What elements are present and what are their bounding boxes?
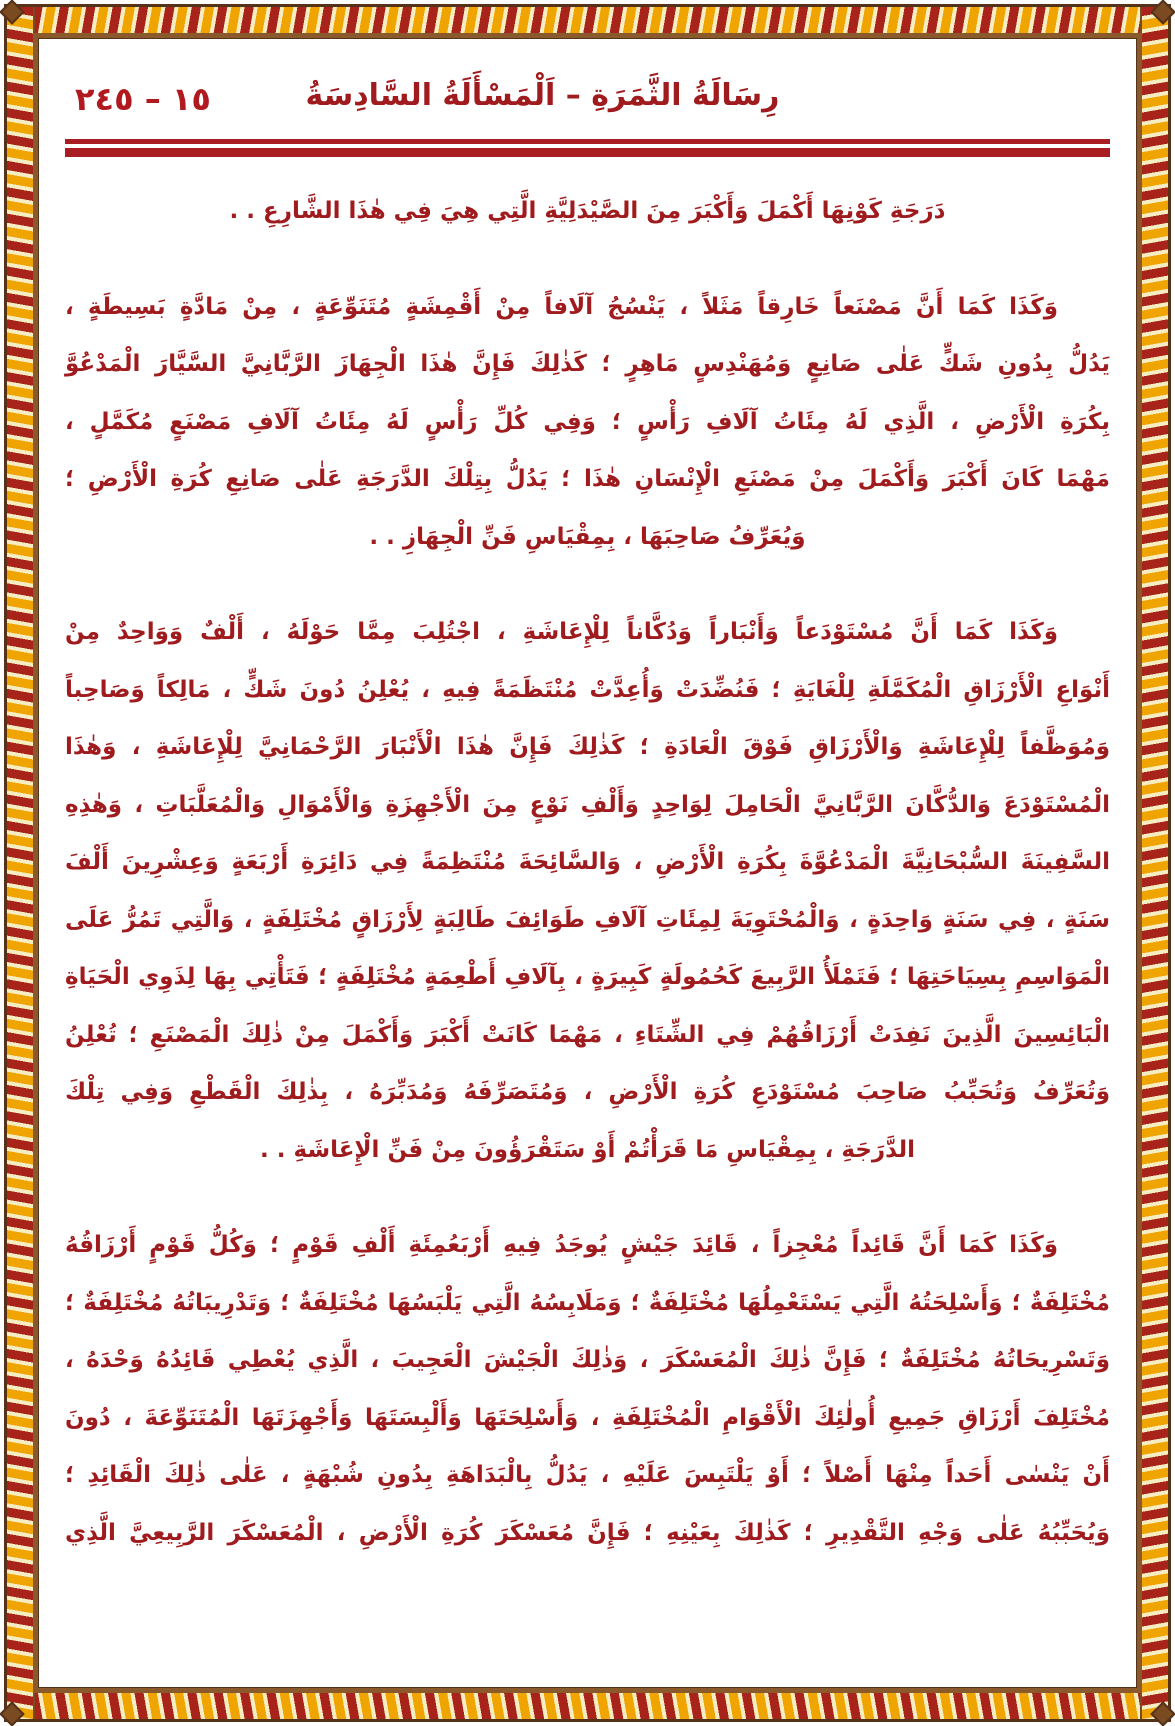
text-line: وَتَسْرِيحَاتُهُ مُخْتَلِفَةٌ ؛ فَإِنَّ ذٰلِكَ الْمُعَسْكَرَ ، وَذٰلِكَ الْجَيْشَ الْعَجِيبَ ، الَّذِي يُعْطِي قَائِدُهُ وَحْدَهُ ، [65,1347,1110,1373]
frame-bottom-band [7,1691,1168,1719]
text-line: الْمُسْتَوْدَعَ وَالدُّكَّانَ الرَّبَّانِيَّ الْحَامِلَ لِوَاحِدٍ وَأَلْفِ نَوْعٍ مِنَ الْأَجْهِزَةِ وَالْأَمْوَالِ وَالْمُعَلَّبَاتِ ، وَهٰذِهِ [65,791,1110,818]
paragraph [65,279,1110,567]
paragraph [65,604,1110,1179]
text-line: أَنْوَاعِ الْأَرْزَاقِ الْمُكَمَّلَةِ لِلْغَايَةِ ؛ فَنُضِّدَتْ وَأُعِدَّتْ مُنْتَظَمَةً فِيهِ ، يُعْلِنُ دُونَ شَكٍّ ، مَالِكاً وَصَاحِباً [65,676,1110,703]
text-line: بِكُرَةِ الْأَرْضِ ، الَّذِي لَهُ مِئَاتُ آلَافِ رَأْسٍ ؛ وَفِي كُلِّ رَأْسٍ لَهُ مِئَاتُ آلَافِ مَصْنَعٍ مُكَمَّلٍ ، [65,408,1110,435]
text-line: مُخْتَلِفَ أَرْزَاقِ جَمِيعِ أُولٰئِكَ الْأَقْوَامِ الْمُخْتَلِفَةِ ، وَأَسْلِحَتَهَا وَأَلْبِسَتَهَا وَأَجْهِزَتَهَا الْمُتَنَوِّعَةَ ، دُونَ [65,1404,1110,1431]
text-line: وَيُعَرِّفُ صَاحِبَهَا ، بِمِقْيَاسِ فَنِّ الْجِهَازِ . . [369,523,806,550]
paragraph [65,1217,1110,1562]
text-line: يَدُلُّ بِدُونِ شَكٍّ عَلٰى صَانِعٍ وَمُهَنْدِسٍ مَاهِرٍ ؛ كَذٰلِكَ فَإِنَّ هٰذَا الْجِهَازَ الرَّبَّانِيَّ السَّيَّارَ الْمَدْعُوَّ [65,351,1110,377]
text-line: الْمَوَاسِمِ بِسِيَاحَتِهَا ؛ فَتَمْلَأُ الرَّبِيعَ كَحُمُولَةٍ كَبِيرَةٍ ، بِآلَافِ أَطْعِمَةٍ مُخْتَلِفَةٍ ؛ فَتَأْتِي بِهَا لِذَوِي الْحَيَاةِ [65,964,1110,990]
header-divider-rule [65,139,1110,157]
text-line: مَهْمَا كَانَ أَكْبَرَ وَأَكْمَلَ مِنْ مَصْنَعِ الْإِنْسَانِ هٰذَا ؛ يَدُلُّ بِتِلْكَ الدَّرَجَةِ عَلٰى صَانِعِ كُرَةِ الْأَرْضِ ؛ [65,466,1110,492]
text-line: وَكَذَا كَمَا أَنَّ مَصْنَعاً خَارِقاً مَثَلاً ، يَنْسُجُ آلَافاً مِنْ أَقْمِشَةٍ مُتَنَوِّعَةٍ ، مِنْ مَادَّةٍ بَسِيطَةٍ ، [65,293,1058,320]
text-line: السَّفِينَةَ السُّبْحَانِيَّةَ الْمَدْعُوَّةَ بِكُرَةِ الْأَرْضِ ، وَالسَّائِحَةَ مُنْتَظِمَةً فِي دَائِرَةِ أَرْبَعَةٍ وَعِشْرِينَ أَلْفَ [65,849,1110,875]
text-line: دَرَجَةِ كَوْنِهَا أَكْمَلَ وَأَكْبَرَ مِنَ الصَّيْدَلِيَّةِ الَّتِي هِيَ فِي هٰذَا الشَّارِعِ . . [229,198,946,224]
text-line: أَنْ يَنْسٰى أَحَداً مِنْهَا أَصْلاً ؛ أَوْ يَلْتَبِسَ عَلَيْهِ ، يَدُلُّ بِالْبَدَاهَةِ بِدُونِ شُبْهَةٍ ، عَلٰى ذٰلِكَ الْقَائِدِ ؛ [65,1462,1110,1488]
page-number: ١٥ – ٢٤٥ [75,80,211,118]
text-line: وَكَذَا كَمَا أَنَّ قَائِداً مُعْجِزاً ، قَائِدَ جَيْشٍ يُوجَدُ فِيهِ أَرْبَعُمِئَةِ أَلْفِ قَوْمٍ ؛ وَكُلُّ قَوْمٍ أَرْزَاقُهُ [65,1232,1058,1258]
page-content [38,38,1137,1688]
text-line: وَمُوَظَّفاً لِلْإِعَاشَةِ وَالْأَرْزَاقِ فَوْقَ الْعَادَةِ ؛ كَذٰلِكَ فَإِنَّ هٰذَا الْأَنْبَارَ الرَّحْمَانِيَّ لِلْإِعَاشَةِ ، وَهٰذَا [65,734,1110,760]
frame-right-band [1140,7,1168,1719]
page-title: رِسَالَةُ الثَّمَرَةِ – اَلْمَسْأَلَةُ السَّادِسَةُ [305,78,780,113]
paragraph [65,183,1110,241]
text-line: الدَّرَجَةِ ، بِمِقْيَاسِ مَا قَرَأْتُمْ أَوْ سَتَقْرَؤُونَ مِنْ فَنِّ الْإِعَاشَةِ . . [260,1136,915,1163]
text-line: سَنَةٍ ، فِي سَنَةٍ وَاحِدَةٍ ، وَالْمُحْتَوِيَةَ لِمِئَاتِ آلَافِ طَوَائِفَ طَالِبَةٍ لِأَرْزَاقٍ مُخْتَلِفَةٍ ، وَالَّتِي تَمُرُّ عَلَى [65,906,1110,933]
frame-left-band [7,7,35,1719]
text-line: الْبَائِسِينَ الَّذِينَ نَفِدَتْ أَرْزَاقُهُمْ فِي الشِّتَاءِ ، مَهْمَا كَانَتْ أَكْبَرَ وَأَكْمَلَ مِنْ ذٰلِكَ الْمَصْنَعِ ؛ تُعْلِنُ [65,1021,1110,1048]
body-text [65,183,1110,1562]
text-line: وَتُعَرِّفُ وَتُحَبِّبُ صَاحِبَ مُسْتَوْدَعِ كُرَةِ الْأَرْضِ ، وَمُتَصَرِّفَهُ وَمُدَبِّرَهُ ، بِذٰلِكَ الْقَطْعِ وَفِي تِلْكَ [65,1079,1110,1105]
text-line: مُخْتَلِفَةٌ ؛ وَأَسْلِحَتُهُ الَّتِي يَسْتَعْمِلُهَا مُخْتَلِفَةٌ ؛ وَمَلَابِسُهُ الَّتِي يَلْبَسُهَا مُخْتَلِفَةٌ ؛ وَتَدْرِيبَاتُهُ مُخْتَلِفَةٌ ؛ [65,1289,1110,1316]
frame-top-band [7,7,1168,35]
text-line: وَكَذَا كَمَا أَنَّ مُسْتَوْدَعاً وَأَنْبَاراً وَدُكَّاناً لِلْإِعَاشَةِ ، اجْتُلِبَ مِمَّا حَوْلَهُ ، أَلْفٌ وَوَاحِدٌ مِنْ [65,619,1058,645]
text-line: وَيُحَبِّبُهُ عَلٰى وَجْهِ التَّقْدِيرِ ؛ كَذٰلِكَ بِعَيْنِهِ ؛ فَإِنَّ مُعَسْكَرَ كُرَةِ الْأَرْضِ ، الْمُعَسْكَرَ الرَّبِيعِيَّ الَّذِي [65,1519,1110,1546]
page-header [65,78,1110,130]
